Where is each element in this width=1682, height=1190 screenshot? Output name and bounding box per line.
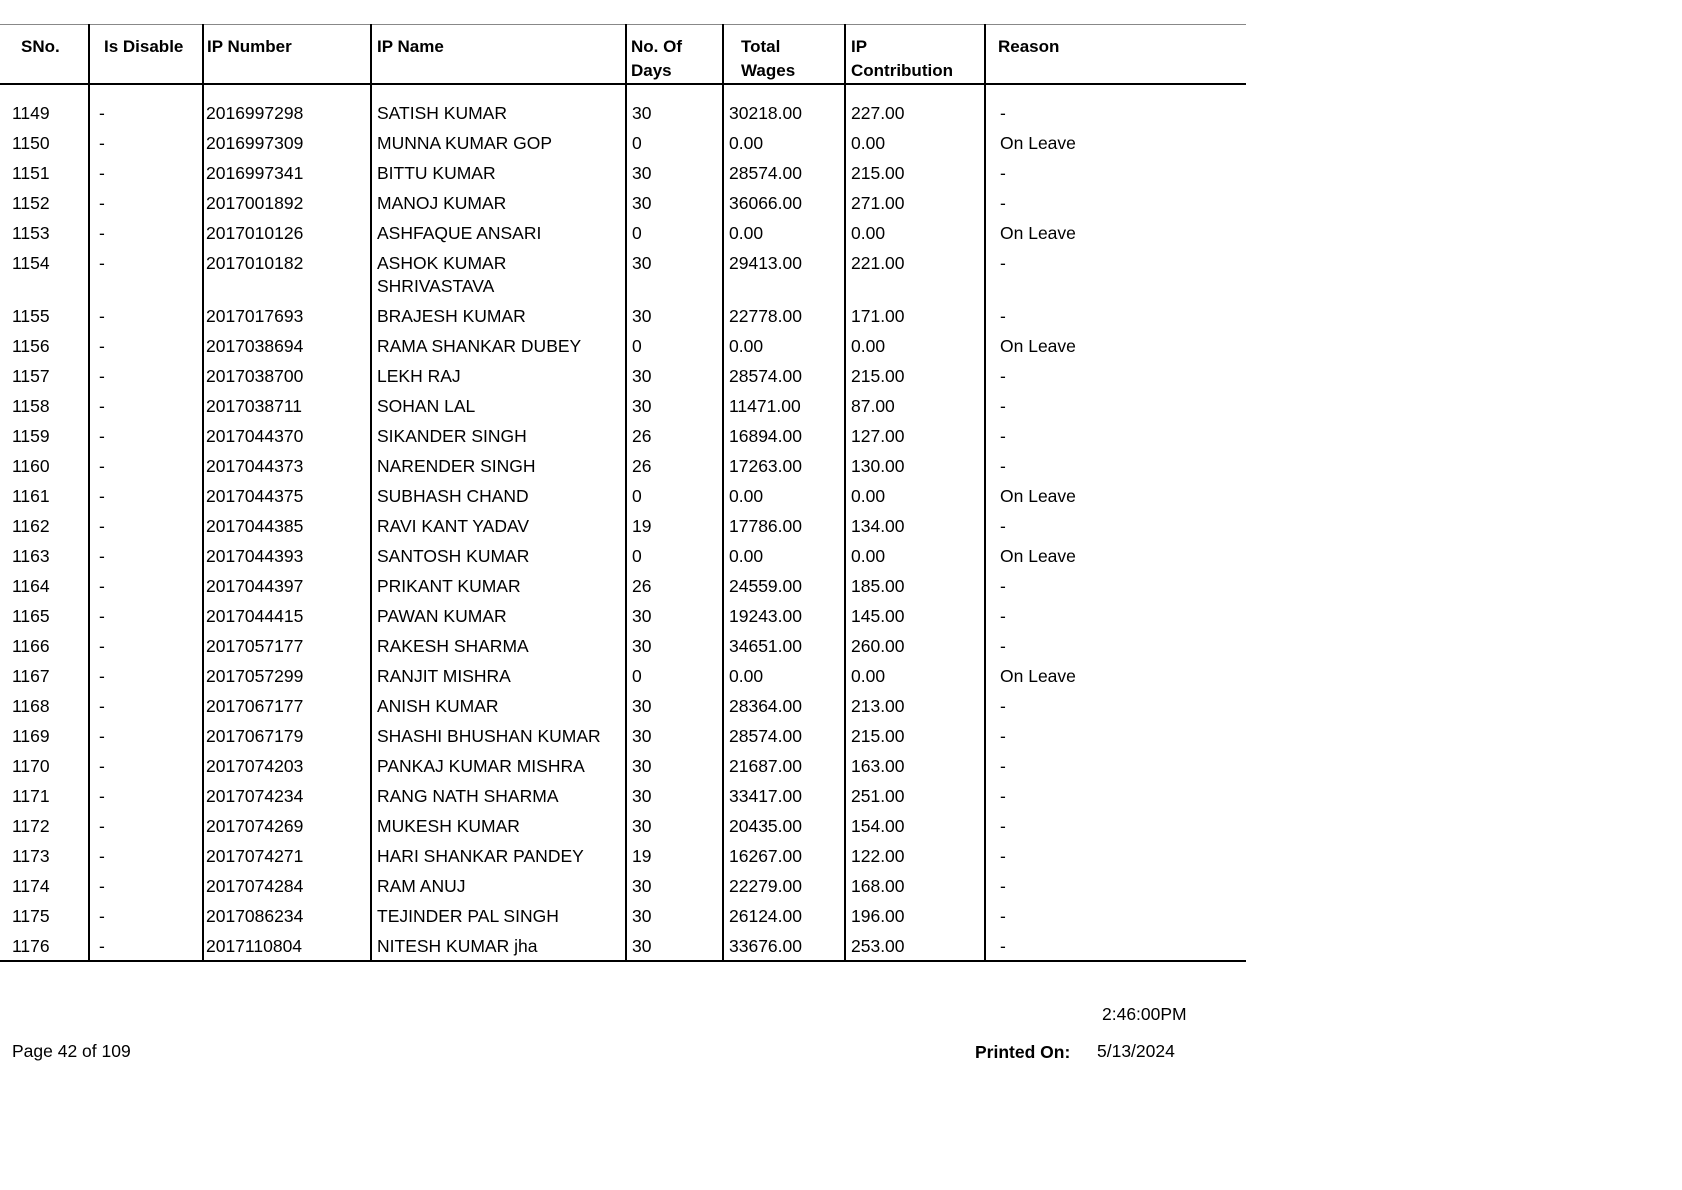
header-sno: SNo. xyxy=(0,25,89,85)
cell-ip-number: 2017044370 xyxy=(203,422,371,452)
cell-sno: 1161 xyxy=(12,486,50,506)
cell-sno: 1175 xyxy=(12,906,50,926)
print-time: 2:46:00PM xyxy=(1102,1004,1187,1024)
cell-ip-name: RAKESH SHARMA xyxy=(371,632,626,662)
cell-sno: 1176 xyxy=(0,932,89,961)
cell-ip-contribution: 0.00 xyxy=(845,542,985,572)
cell-ip-name: SATISH KUMAR xyxy=(371,99,626,129)
cell-sno: 1160 xyxy=(12,456,50,476)
cell-is-disable: - xyxy=(89,782,203,812)
cell-sno: 1158 xyxy=(12,396,50,416)
cell-sno: 1157 xyxy=(12,366,50,386)
cell-no-of-days: 30 xyxy=(626,812,723,842)
cell-no-of-days: 0 xyxy=(626,542,723,572)
cell-ip-number: 2016997309 xyxy=(203,129,371,159)
table-row xyxy=(0,752,1246,782)
cell-total-wages: 0.00 xyxy=(723,219,845,249)
cell-sno: 1156 xyxy=(12,336,50,356)
cell-ip-contribution: 127.00 xyxy=(845,422,985,452)
cell-ip-number: 2017074271 xyxy=(203,842,371,872)
cell-is-disable: - xyxy=(89,392,203,422)
print-date: 5/13/2024 xyxy=(1097,1041,1175,1061)
cell-is-disable: - xyxy=(89,159,203,189)
cell-ip-contribution: 215.00 xyxy=(845,362,985,392)
cell-sno: 1163 xyxy=(12,546,50,566)
cell-total-wages: 30218.00 xyxy=(723,99,845,129)
cell-ip-name: RANG NATH SHARMA xyxy=(371,782,626,812)
cell-reason: On Leave xyxy=(985,332,1246,362)
cell-reason: - xyxy=(985,932,1246,961)
cell-reason: - xyxy=(985,392,1246,422)
cell-reason: - xyxy=(985,632,1246,662)
cell-sno: 1165 xyxy=(12,606,50,626)
cell-sno: 1174 xyxy=(12,876,50,896)
cell-is-disable: - xyxy=(89,842,203,872)
cell-ip-name: SUBHASH CHAND xyxy=(371,482,626,512)
cell-sno: 1164 xyxy=(12,576,50,596)
cell-ip-number: 2017001892 xyxy=(203,189,371,219)
cell-ip-number: 2016997341 xyxy=(203,159,371,189)
header-total-wages: Total Wages xyxy=(723,25,845,85)
header-ip-contribution: IP Contribution xyxy=(845,25,985,85)
cell-ip-number: 2017010182 xyxy=(203,249,371,302)
cell-ip-name: SHASHI BHUSHAN KUMAR xyxy=(371,722,626,752)
cell-sno: 1149 xyxy=(12,103,50,123)
cell-ip-number: 2017044393 xyxy=(203,542,371,572)
cell-no-of-days: 26 xyxy=(626,452,723,482)
cell-reason: - xyxy=(985,692,1246,722)
cell-is-disable: - xyxy=(89,902,203,932)
cell-ip-name: MUNNA KUMAR GOP xyxy=(371,129,626,159)
cell-is-disable: - xyxy=(89,872,203,902)
table-row xyxy=(0,722,1246,752)
cell-ip-name: RAM ANUJ xyxy=(371,872,626,902)
cell-ip-number: 2017074203 xyxy=(203,752,371,782)
table-row xyxy=(0,249,1246,302)
cell-ip-name: SIKANDER SINGH xyxy=(371,422,626,452)
cell-reason: - xyxy=(985,902,1246,932)
cell-is-disable: - xyxy=(89,812,203,842)
cell-sno: 1150 xyxy=(12,133,50,153)
cell-total-wages: 20435.00 xyxy=(723,812,845,842)
cell-ip-number: 2017038694 xyxy=(203,332,371,362)
cell-sno: 1173 xyxy=(12,846,50,866)
cell-reason: - xyxy=(985,572,1246,602)
cell-reason: - xyxy=(985,812,1246,842)
cell-total-wages: 26124.00 xyxy=(723,902,845,932)
cell-total-wages: 28364.00 xyxy=(723,692,845,722)
header-ip-name: IP Name xyxy=(371,25,626,85)
table-row xyxy=(0,99,1246,129)
cell-no-of-days: 0 xyxy=(626,482,723,512)
cell-ip-name: BITTU KUMAR xyxy=(371,159,626,189)
cell-ip-name: NITESH KUMAR jha xyxy=(371,932,626,961)
cell-total-wages: 22279.00 xyxy=(723,872,845,902)
cell-ip-name: SANTOSH KUMAR xyxy=(371,542,626,572)
cell-no-of-days: 30 xyxy=(626,392,723,422)
cell-ip-number: 2017074269 xyxy=(203,812,371,842)
cell-no-of-days: 30 xyxy=(626,692,723,722)
cell-is-disable: - xyxy=(89,932,203,961)
cell-ip-number: 2017010126 xyxy=(203,219,371,249)
cell-no-of-days: 30 xyxy=(626,782,723,812)
cell-ip-number: 2017044375 xyxy=(203,482,371,512)
cell-total-wages: 0.00 xyxy=(723,662,845,692)
table-row xyxy=(0,159,1246,189)
cell-sno: 1172 xyxy=(12,816,50,836)
cell-ip-number: 2017038700 xyxy=(203,362,371,392)
cell-reason: On Leave xyxy=(985,129,1246,159)
cell-ip-contribution: 163.00 xyxy=(845,752,985,782)
cell-ip-contribution: 0.00 xyxy=(845,482,985,512)
table-row xyxy=(0,482,1246,512)
table-row xyxy=(0,129,1246,159)
cell-ip-contribution: 0.00 xyxy=(845,662,985,692)
cell-ip-name: SOHAN LAL xyxy=(371,392,626,422)
cell-is-disable: - xyxy=(89,99,203,129)
cell-ip-contribution: 215.00 xyxy=(845,159,985,189)
cell-ip-number: 2017057177 xyxy=(203,632,371,662)
cell-reason: - xyxy=(985,189,1246,219)
table-spacer-row xyxy=(0,84,1246,99)
cell-sno: 1168 xyxy=(12,696,50,716)
cell-ip-number: 2017044373 xyxy=(203,452,371,482)
page-number: Page 42 of 109 xyxy=(12,1041,131,1061)
cell-sno: 1152 xyxy=(12,193,50,213)
cell-total-wages: 11471.00 xyxy=(723,392,845,422)
cell-no-of-days: 30 xyxy=(626,872,723,902)
cell-sno: 1151 xyxy=(12,163,50,183)
cell-is-disable: - xyxy=(89,572,203,602)
table-row xyxy=(0,362,1246,392)
cell-no-of-days: 30 xyxy=(626,302,723,332)
cell-no-of-days: 0 xyxy=(626,662,723,692)
cell-reason: On Leave xyxy=(985,482,1246,512)
cell-ip-name: RANJIT MISHRA xyxy=(371,662,626,692)
cell-is-disable: - xyxy=(89,602,203,632)
cell-no-of-days: 30 xyxy=(626,189,723,219)
table-row xyxy=(0,219,1246,249)
cell-no-of-days: 30 xyxy=(626,159,723,189)
cell-no-of-days: 0 xyxy=(626,129,723,159)
cell-sno: 1169 xyxy=(12,726,50,746)
cell-no-of-days: 0 xyxy=(626,219,723,249)
cell-ip-contribution: 145.00 xyxy=(845,602,985,632)
cell-total-wages: 28574.00 xyxy=(723,722,845,752)
cell-ip-contribution: 221.00 xyxy=(845,249,985,302)
cell-ip-number: 2017044415 xyxy=(203,602,371,632)
cell-is-disable: - xyxy=(89,662,203,692)
table-row xyxy=(0,782,1246,812)
cell-total-wages: 19243.00 xyxy=(723,602,845,632)
cell-ip-number: 2017044385 xyxy=(203,512,371,542)
cell-ip-contribution: 260.00 xyxy=(845,632,985,662)
cell-sno: 1162 xyxy=(12,516,50,536)
cell-is-disable: - xyxy=(89,129,203,159)
cell-reason: - xyxy=(985,302,1246,332)
contribution-table xyxy=(0,24,1246,962)
cell-reason: On Leave xyxy=(985,542,1246,572)
cell-total-wages: 0.00 xyxy=(723,332,845,362)
cell-ip-number: 2017044397 xyxy=(203,572,371,602)
cell-no-of-days: 26 xyxy=(626,572,723,602)
table-row xyxy=(0,452,1246,482)
cell-ip-number: 2016997298 xyxy=(203,99,371,129)
cell-ip-number: 2017067179 xyxy=(203,722,371,752)
cell-reason: On Leave xyxy=(985,219,1246,249)
cell-ip-number: 2017017693 xyxy=(203,302,371,332)
cell-ip-name: MUKESH KUMAR xyxy=(371,812,626,842)
cell-ip-number: 2017110804 xyxy=(203,932,371,961)
cell-no-of-days: 26 xyxy=(626,422,723,452)
table-row xyxy=(0,392,1246,422)
cell-reason: - xyxy=(985,782,1246,812)
cell-reason: - xyxy=(985,602,1246,632)
cell-is-disable: - xyxy=(89,332,203,362)
cell-ip-name: TEJINDER PAL SINGH xyxy=(371,902,626,932)
table-row xyxy=(0,932,1246,961)
cell-sno: 1153 xyxy=(12,223,50,243)
cell-ip-contribution: 87.00 xyxy=(845,392,985,422)
cell-total-wages: 0.00 xyxy=(723,542,845,572)
cell-reason: - xyxy=(985,512,1246,542)
cell-total-wages: 29413.00 xyxy=(723,249,845,302)
cell-ip-contribution: 130.00 xyxy=(845,452,985,482)
table-row xyxy=(0,189,1246,219)
cell-no-of-days: 30 xyxy=(626,932,723,961)
cell-ip-name: PRIKANT KUMAR xyxy=(371,572,626,602)
table-row xyxy=(0,422,1246,452)
table-row xyxy=(0,872,1246,902)
cell-ip-contribution: 251.00 xyxy=(845,782,985,812)
cell-no-of-days: 30 xyxy=(626,902,723,932)
cell-reason: - xyxy=(985,159,1246,189)
cell-ip-contribution: 185.00 xyxy=(845,572,985,602)
header-reason: Reason xyxy=(985,25,1246,85)
cell-is-disable: - xyxy=(89,752,203,782)
cell-ip-contribution: 154.00 xyxy=(845,812,985,842)
cell-ip-contribution: 253.00 xyxy=(845,932,985,961)
cell-reason: - xyxy=(985,422,1246,452)
table-row xyxy=(0,902,1246,932)
cell-ip-name: HARI SHANKAR PANDEY xyxy=(371,842,626,872)
header-row xyxy=(0,25,1246,85)
cell-total-wages: 28574.00 xyxy=(723,159,845,189)
cell-ip-contribution: 122.00 xyxy=(845,842,985,872)
cell-total-wages: 22778.00 xyxy=(723,302,845,332)
cell-ip-name: PAWAN KUMAR xyxy=(371,602,626,632)
cell-ip-name: RAMA SHANKAR DUBEY xyxy=(371,332,626,362)
cell-is-disable: - xyxy=(89,722,203,752)
cell-ip-number: 2017067177 xyxy=(203,692,371,722)
cell-ip-contribution: 227.00 xyxy=(845,99,985,129)
cell-ip-name: RAVI KANT YADAV xyxy=(371,512,626,542)
cell-is-disable: - xyxy=(89,632,203,662)
cell-is-disable: - xyxy=(89,692,203,722)
cell-ip-contribution: 0.00 xyxy=(845,129,985,159)
cell-is-disable: - xyxy=(89,302,203,332)
cell-ip-name: MANOJ KUMAR xyxy=(371,189,626,219)
cell-ip-contribution: 168.00 xyxy=(845,872,985,902)
cell-reason: - xyxy=(985,249,1246,302)
cell-is-disable: - xyxy=(89,542,203,572)
table-row xyxy=(0,332,1246,362)
cell-ip-contribution: 0.00 xyxy=(845,332,985,362)
cell-ip-number: 2017074234 xyxy=(203,782,371,812)
cell-sno: 1159 xyxy=(12,426,50,446)
cell-total-wages: 16894.00 xyxy=(723,422,845,452)
cell-total-wages: 33676.00 xyxy=(723,932,845,961)
cell-ip-contribution: 134.00 xyxy=(845,512,985,542)
cell-total-wages: 0.00 xyxy=(723,482,845,512)
cell-ip-name: ASHFAQUE ANSARI xyxy=(371,219,626,249)
cell-is-disable: - xyxy=(89,362,203,392)
cell-reason: - xyxy=(985,362,1246,392)
table-header xyxy=(0,25,1246,85)
cell-ip-name: LEKH RAJ xyxy=(371,362,626,392)
cell-no-of-days: 19 xyxy=(626,512,723,542)
cell-ip-contribution: 196.00 xyxy=(845,902,985,932)
cell-reason: - xyxy=(985,99,1246,129)
cell-total-wages: 17786.00 xyxy=(723,512,845,542)
cell-is-disable: - xyxy=(89,249,203,302)
cell-sno: 1167 xyxy=(12,666,50,686)
cell-ip-contribution: 271.00 xyxy=(845,189,985,219)
printed-on-label: Printed On: xyxy=(975,1042,1071,1062)
cell-ip-contribution: 213.00 xyxy=(845,692,985,722)
table-row xyxy=(0,302,1246,332)
header-is-disable: Is Disable xyxy=(89,25,203,85)
cell-is-disable: - xyxy=(89,512,203,542)
cell-ip-contribution: 215.00 xyxy=(845,722,985,752)
cell-reason: - xyxy=(985,752,1246,782)
cell-reason: On Leave xyxy=(985,662,1246,692)
cell-ip-number: 2017086234 xyxy=(203,902,371,932)
cell-total-wages: 24559.00 xyxy=(723,572,845,602)
cell-ip-name: NARENDER SINGH xyxy=(371,452,626,482)
cell-no-of-days: 30 xyxy=(626,752,723,782)
cell-ip-contribution: 171.00 xyxy=(845,302,985,332)
cell-reason: - xyxy=(985,722,1246,752)
cell-total-wages: 17263.00 xyxy=(723,452,845,482)
table-row xyxy=(0,602,1246,632)
cell-no-of-days: 30 xyxy=(626,722,723,752)
cell-no-of-days: 0 xyxy=(626,332,723,362)
table-body xyxy=(0,84,1246,961)
cell-ip-number: 2017038711 xyxy=(203,392,371,422)
cell-sno: 1171 xyxy=(12,786,50,806)
cell-ip-contribution: 0.00 xyxy=(845,219,985,249)
cell-is-disable: - xyxy=(89,219,203,249)
table-row xyxy=(0,662,1246,692)
cell-no-of-days: 30 xyxy=(626,362,723,392)
cell-ip-name: ASHOK KUMAR SHRIVASTAVA xyxy=(371,249,626,302)
table-row xyxy=(0,692,1246,722)
cell-reason: - xyxy=(985,872,1246,902)
cell-no-of-days: 19 xyxy=(626,842,723,872)
cell-sno: 1155 xyxy=(12,306,50,326)
table-row xyxy=(0,812,1246,842)
cell-total-wages: 36066.00 xyxy=(723,189,845,219)
cell-no-of-days: 30 xyxy=(626,99,723,129)
cell-total-wages: 33417.00 xyxy=(723,782,845,812)
table-row xyxy=(0,512,1246,542)
header-no-of-days: No. Of Days xyxy=(626,25,723,85)
cell-is-disable: - xyxy=(89,452,203,482)
cell-total-wages: 21687.00 xyxy=(723,752,845,782)
cell-ip-number: 2017074284 xyxy=(203,872,371,902)
cell-total-wages: 28574.00 xyxy=(723,362,845,392)
table-row xyxy=(0,542,1246,572)
cell-is-disable: - xyxy=(89,482,203,512)
cell-ip-name: PANKAJ KUMAR MISHRA xyxy=(371,752,626,782)
cell-ip-number: 2017057299 xyxy=(203,662,371,692)
cell-reason: - xyxy=(985,842,1246,872)
cell-no-of-days: 30 xyxy=(626,249,723,302)
cell-total-wages: 0.00 xyxy=(723,129,845,159)
cell-no-of-days: 30 xyxy=(626,632,723,662)
cell-no-of-days: 30 xyxy=(626,602,723,632)
header-ip-number: IP Number xyxy=(203,25,371,85)
cell-ip-name: BRAJESH KUMAR xyxy=(371,302,626,332)
table-row xyxy=(0,632,1246,662)
cell-ip-name: ANISH KUMAR xyxy=(371,692,626,722)
cell-is-disable: - xyxy=(89,189,203,219)
cell-is-disable: - xyxy=(89,422,203,452)
cell-sno: 1166 xyxy=(12,636,50,656)
table-row xyxy=(0,572,1246,602)
table-row xyxy=(0,842,1246,872)
cell-sno: 1170 xyxy=(12,756,50,776)
cell-total-wages: 34651.00 xyxy=(723,632,845,662)
cell-sno: 1154 xyxy=(12,253,50,273)
cell-total-wages: 16267.00 xyxy=(723,842,845,872)
cell-reason: - xyxy=(985,452,1246,482)
